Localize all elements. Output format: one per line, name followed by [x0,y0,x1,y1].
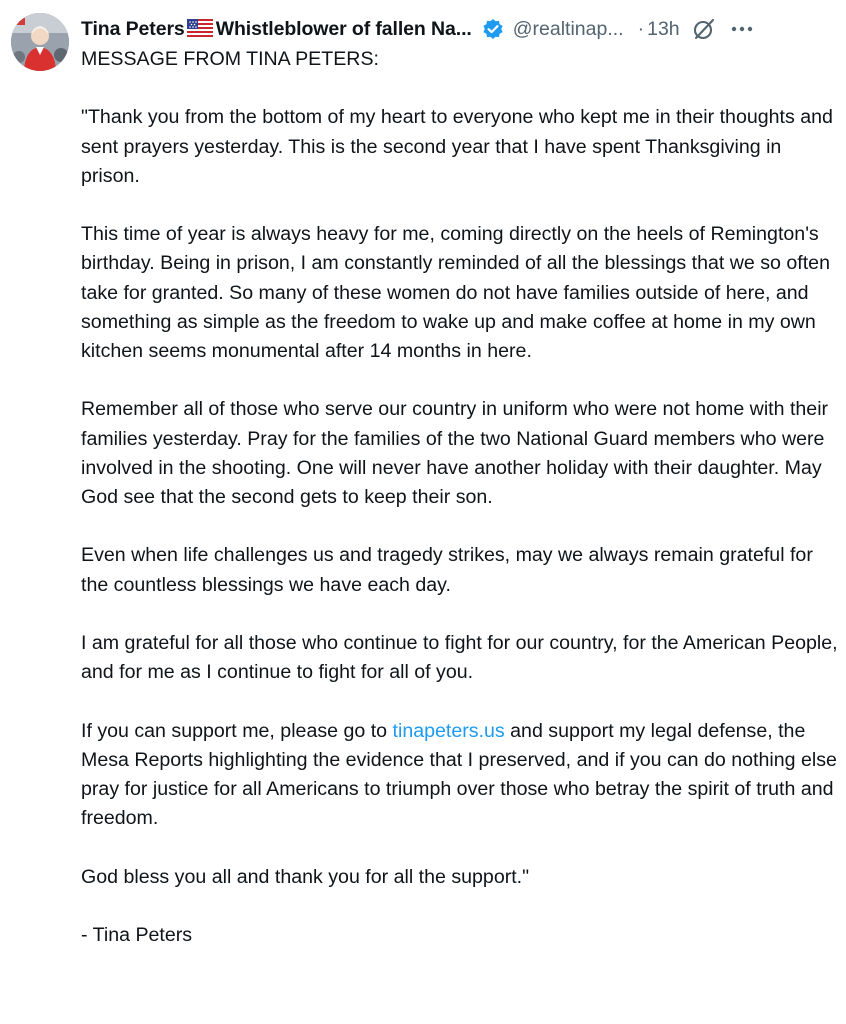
paragraph-1: "Thank you from the bottom of my heart to everyone who kept me in their thoughts and sent prayers yesterday. This is the second year that I have spent Thanksgiving in prison. [81,106,833,187]
tweet-header [81,14,836,44]
separator-dot: · [637,17,645,40]
display-name[interactable] [81,18,472,41]
handle[interactable]: @realtinap... [512,17,624,40]
support-paragraph [81,717,841,834]
verified-badge-icon[interactable] [482,18,504,40]
display-name-text: Tina Peters [81,17,185,40]
avatar[interactable] [11,13,69,71]
paragraph-5: I am grateful for all those who continue to fight for our country, for the American People, and for me as I continue to fight for all of you. [81,631,838,684]
support-text-after-link: and support my legal defense, the Mesa Reports highlighting the evidence that I preserved, and if you can do nothing else pray for justice for all Americans to triumph over those who betray the spirit of truth and freedom. [81,719,837,830]
support-text-before-link: If you can support me, please go to [81,719,393,742]
paragraph-3: Remember all of those who serve our country in uniform who were not home with their families yesterday. Pray for the families of the two National Guard members who were involved in the shooting. One will never have another holiday with their daughter. May God see that the second gets to keep their son. [81,398,829,508]
us-flag-icon [187,19,213,37]
signature: - Tina Peters [81,923,193,946]
display-name-suffix: Whistleblower of fallen Na... [215,17,472,40]
tweet-text [81,45,841,950]
grok-icon[interactable] [692,17,716,41]
paragraph-4: Even when life challenges us and tragedy strikes, may we always remain grateful for the countless blessings we have each day. [81,544,813,596]
closing-line: God bless you all and thank you for all the support." [81,865,530,888]
website-link[interactable]: tinapeters.us [392,719,505,742]
avatar-image [11,13,69,71]
timestamp[interactable]: 13h [647,17,680,40]
paragraph-2: This time of year is always heavy for me, coming directly on the heels of Remington's birthday. Being in prison, I am constantly reminded of all the blessings that we so often take for granted. So many of these women do not have families outside of here, and something as simple as the freedom to wake up and make coffee at home in my own kitchen seems monumental after 14 months in here. [81,223,830,362]
message-heading: MESSAGE FROM TINA PETERS: [81,48,379,70]
more-options-icon[interactable] [729,16,755,42]
